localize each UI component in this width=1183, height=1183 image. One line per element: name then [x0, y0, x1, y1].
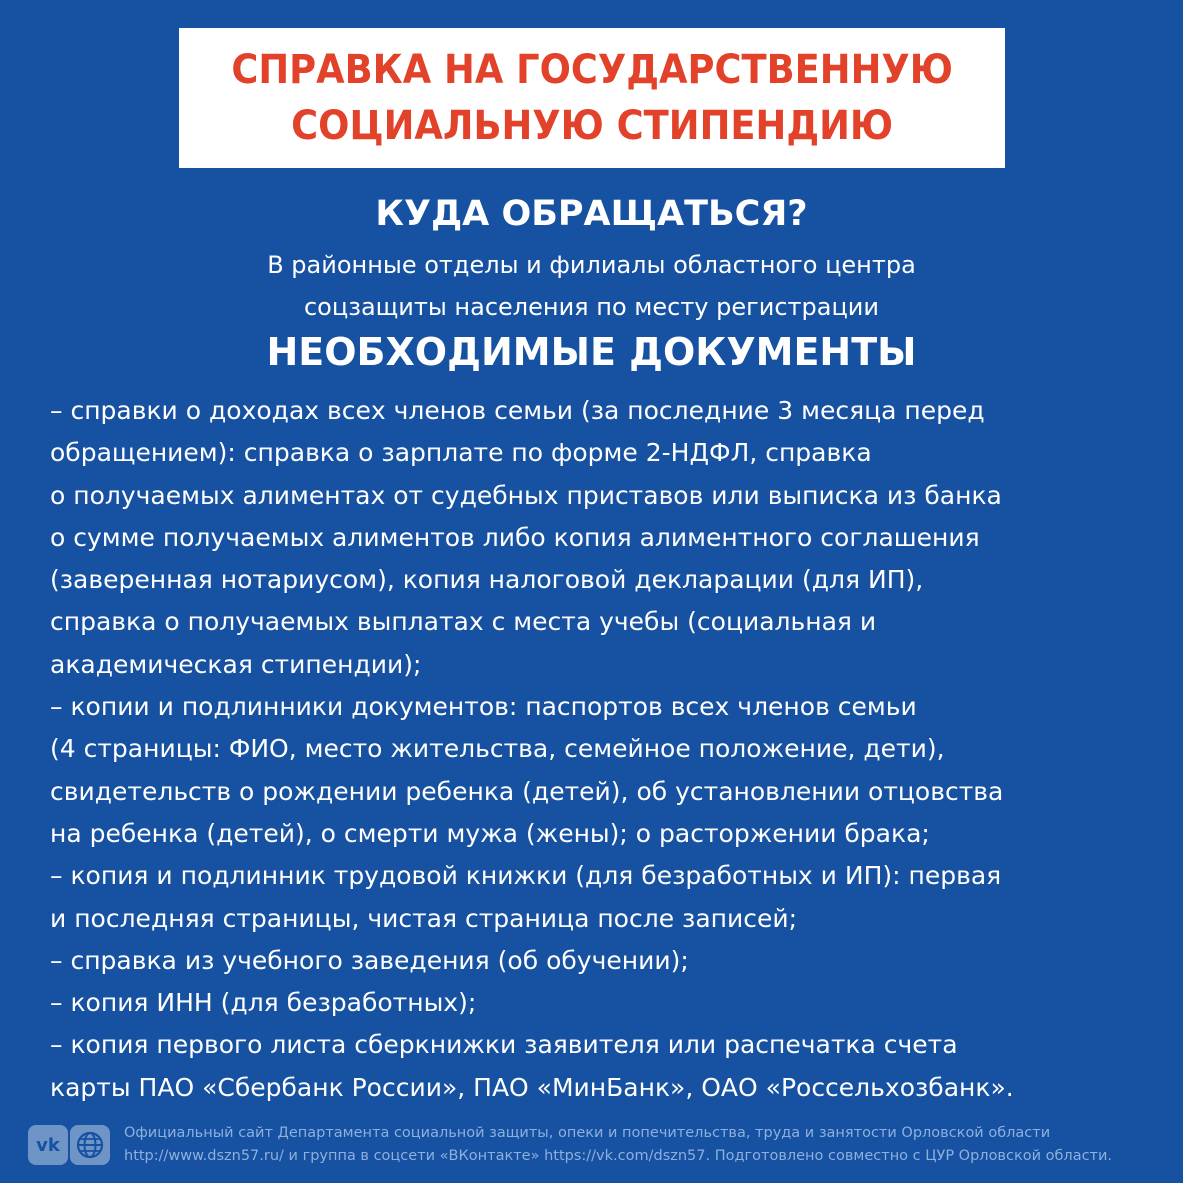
documents-heading: НЕОБХОДИМЫЕ ДОКУМЕНТЫ — [266, 330, 917, 374]
where-heading: КУДА ОБРАЩАТЬСЯ? — [375, 194, 808, 234]
documents-line: академическая стипендии); — [50, 649, 422, 679]
title-line-1: СПРАВКА НА ГОСУДАРСТВЕННУЮ — [231, 47, 953, 93]
title-line-2: СОЦИАЛЬНУЮ СТИПЕНДИЮ — [291, 103, 893, 149]
footer-icons — [28, 1125, 110, 1165]
documents-list — [50, 390, 1150, 1109]
documents-line: о получаемых алиментах от судебных приставов или выписка из банка — [50, 480, 1002, 510]
documents-line: (заверенная нотариусом), копия налоговой декларации (для ИП), — [50, 565, 924, 595]
title-box — [179, 28, 1005, 168]
vk-icon[interactable] — [28, 1125, 68, 1165]
documents-line: карты ПАО «Сбербанк России», ПАО «МинБанк», ОАО «Россельхозбанк». — [50, 1072, 1014, 1102]
globe-icon-graphic — [75, 1130, 105, 1160]
footer — [28, 1120, 1168, 1170]
documents-line: – копия первого листа сберкнижки заявителя или распечатка счета — [50, 1030, 958, 1060]
documents-line: о сумме получаемых алиментов либо копия алиментного соглашения — [50, 522, 980, 552]
vk-icon-label: vk — [36, 1134, 60, 1156]
where-line: соцзащиты населения по месту регистрации — [303, 293, 879, 321]
documents-line: – справка из учебного заведения (об обучении); — [50, 945, 689, 975]
documents-line: – копия и подлинник трудовой книжки (для безработных и ИП): первая — [50, 861, 1002, 891]
documents-line: обращением): справка о зарплате по форме 2-НДФЛ, справка — [50, 438, 872, 468]
footer-line-2[interactable]: http://www.dszn57.ru/ и группа в соцсети «ВКонтакте» https://vk.com/dszn57. Подготовлено совместно с ЦУР Орловской области. — [124, 1148, 1113, 1164]
documents-line: – копия ИНН (для безработных); — [50, 988, 477, 1018]
globe-icon[interactable] — [70, 1125, 110, 1165]
documents-line: справка о получаемых выплатах с места учебы (социальная и — [50, 607, 877, 637]
documents-line: на ребенка (детей), о смерти мужа (жены); о расторжении брака; — [50, 818, 930, 848]
where-text — [0, 244, 1183, 328]
documents-line: – справки о доходах всех членов семьи (за последние 3 месяца перед — [50, 396, 985, 425]
documents-line: и последняя страницы, чистая страница после записей; — [50, 903, 798, 933]
documents-line: свидетельств о рождении ребенка (детей), об установлении отцовства — [50, 776, 1004, 806]
documents-line: (4 страницы: ФИО, место жительства, семейное положение, дети), — [50, 734, 945, 764]
where-line: В районные отделы и филиалы областного центра — [267, 251, 916, 279]
footer-line-1: Официальный сайт Департамента социальной защиты, опеки и попечительства, труда и занятости Орловской области — [124, 1125, 1051, 1141]
documents-line: – копии и подлинники документов: паспортов всех членов семьи — [50, 692, 917, 722]
footer-text — [124, 1122, 1112, 1168]
